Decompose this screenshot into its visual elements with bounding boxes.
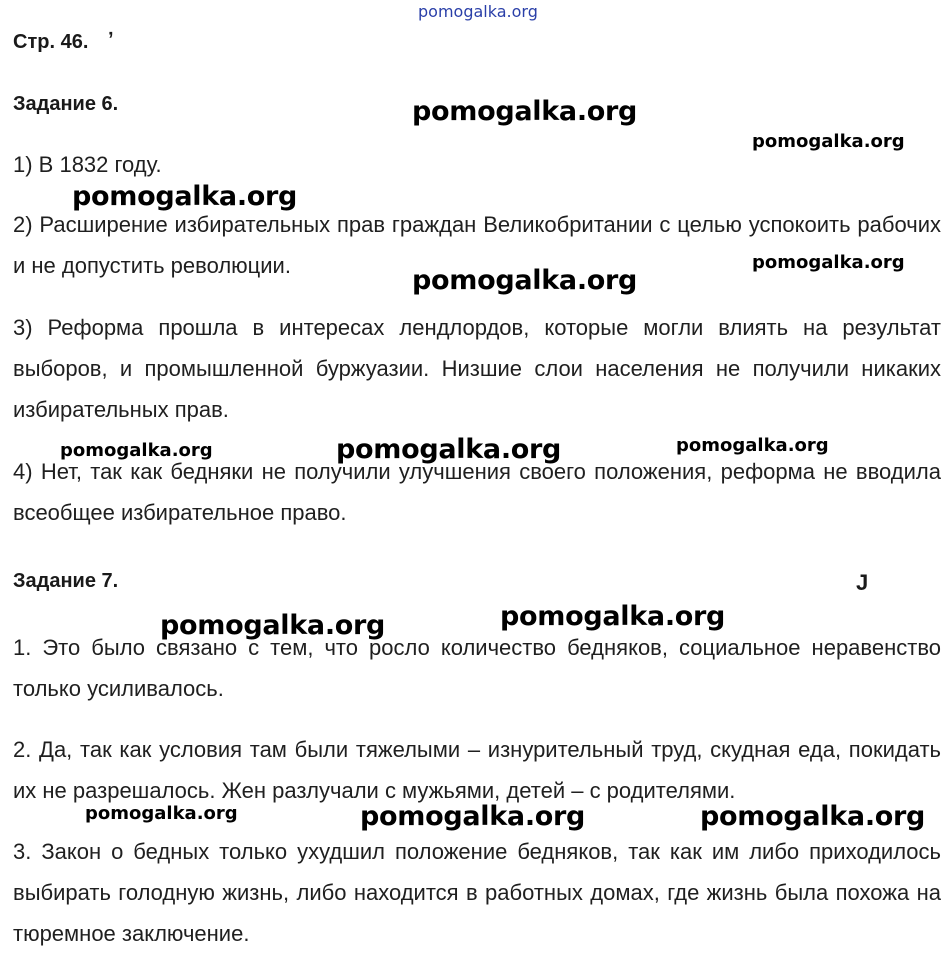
watermark: pomogalka.org [412,96,638,127]
task-6-answer-2: 2) Расширение избирательных прав граждан Великобритании с целью успокоить рабочих и не допустить революции. [13,212,941,278]
task-6-answer-4: 4) Нет, так как бедняки не получили улучшения своего положения, реформа не вводила всеобщее избирательное право. [13,459,941,525]
watermark: pomogalka.org [752,131,905,152]
watermark: pomogalka.org [160,610,386,641]
task-6-heading: Задание 6. [13,93,119,115]
watermark: pomogalka.org [752,252,905,273]
page-mark: ʼ [108,29,114,51]
task-7-heading: Задание 7. [13,570,119,592]
watermark: pomogalka.org [500,601,726,632]
margin-mark: J [856,570,869,595]
task-7-answer-1: 1. Это было связано с тем, что росло количество бедняков, социальное неравенство только усиливалось. [13,635,941,701]
watermark: pomogalka.org [676,435,829,456]
watermark: pomogalka.org [412,265,638,296]
top-site-link[interactable]: pomogalka.org [418,2,538,21]
watermark: pomogalka.org [85,803,238,824]
watermark: pomogalka.org [360,801,586,832]
page-number: Стр. 46. [13,31,89,53]
task-7-answer-3: 3. Закон о бедных только ухудшил положение бедняков, так как им либо приходилось выбирать голодную жизнь, либо находится в работных домах, где жизнь была похожа на тюремное заключение. [13,839,941,946]
watermark: pomogalka.org [336,434,562,465]
task-6-answer-1: 1) В 1832 году. [13,152,162,177]
task-6-answer-3: 3) Реформа прошла в интересах лендлордов, которые могли влиять на результат выборов, и промышленной буржуазии. Низшие слои населения не получили никаких избирательных прав. [13,315,941,422]
watermark: pomogalka.org [72,181,298,212]
watermark: pomogalka.org [700,801,926,832]
watermark: pomogalka.org [60,440,213,461]
task-7-answer-2: 2. Да, так как условия там были тяжелыми – изнурительный труд, скудная еда, покидать их не разрешалось. Жен разлучали с мужьями, детей – с родителями. [13,737,941,803]
